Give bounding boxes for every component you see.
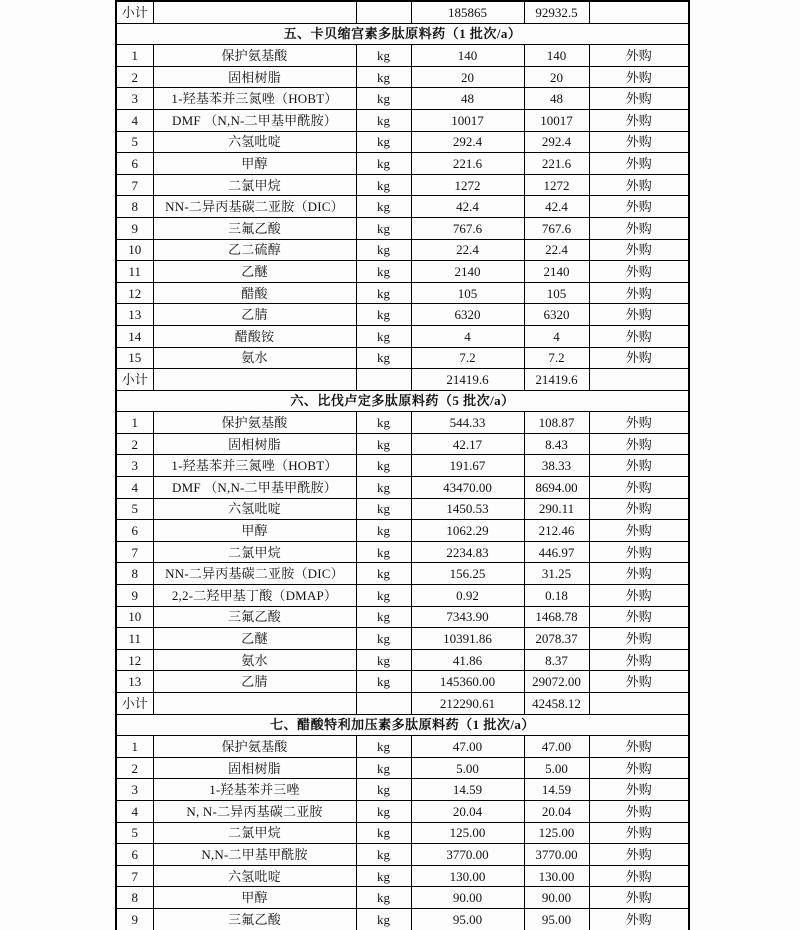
cell-source: 外购 bbox=[589, 498, 689, 520]
material-row bbox=[116, 628, 689, 650]
cell-unit: kg bbox=[356, 455, 411, 477]
cell-source: 外购 bbox=[589, 477, 689, 499]
cell-value-2: 92932.5 bbox=[524, 1, 589, 23]
material-row bbox=[116, 541, 689, 563]
cell-value-2: 3770.00 bbox=[524, 844, 589, 866]
cell-source: 外购 bbox=[589, 779, 689, 801]
cell-source: 外购 bbox=[589, 887, 689, 909]
material-row bbox=[116, 563, 689, 585]
cell-value-2: 5.00 bbox=[524, 757, 589, 779]
cell-index: 12 bbox=[116, 282, 153, 304]
cell-material-name: 三氟乙酸 bbox=[153, 217, 356, 239]
cell-unit: kg bbox=[356, 131, 411, 153]
cell-unit: kg bbox=[356, 325, 411, 347]
cell-unit: kg bbox=[356, 606, 411, 628]
material-row bbox=[116, 585, 689, 607]
cell-unit bbox=[356, 369, 411, 391]
cell-value-2: 0.18 bbox=[524, 585, 589, 607]
cell-material-name: 甲醇 bbox=[153, 520, 356, 542]
cell-value-2: 2140 bbox=[524, 261, 589, 283]
table-body bbox=[116, 1, 689, 930]
cell-value-2: 7.2 bbox=[524, 347, 589, 369]
cell-index: 13 bbox=[116, 671, 153, 693]
cell-source bbox=[589, 369, 689, 391]
cell-index: 1 bbox=[116, 45, 153, 67]
cell-value-1: 156.25 bbox=[411, 563, 524, 585]
cell-source: 外购 bbox=[589, 520, 689, 542]
material-row bbox=[116, 347, 689, 369]
cell-material-name: 醋酸铵 bbox=[153, 325, 356, 347]
cell-value-2: 290.11 bbox=[524, 498, 589, 520]
cell-index: 6 bbox=[116, 844, 153, 866]
cell-unit: kg bbox=[356, 779, 411, 801]
cell-value-2: 767.6 bbox=[524, 217, 589, 239]
material-row bbox=[116, 239, 689, 261]
cell-material-name: 保护氨基酸 bbox=[153, 736, 356, 758]
cell-value-1: 105 bbox=[411, 282, 524, 304]
cell-unit: kg bbox=[356, 66, 411, 88]
material-row bbox=[116, 66, 689, 88]
cell-value-2: 130.00 bbox=[524, 865, 589, 887]
cell-material-name: 固相树脂 bbox=[153, 433, 356, 455]
cell-index: 小计 bbox=[116, 369, 153, 391]
cell-unit: kg bbox=[356, 671, 411, 693]
cell-value-1: 140 bbox=[411, 45, 524, 67]
cell-unit: kg bbox=[356, 153, 411, 175]
cell-value-2: 14.59 bbox=[524, 779, 589, 801]
cell-value-2: 20.04 bbox=[524, 800, 589, 822]
cell-unit: kg bbox=[356, 822, 411, 844]
cell-source: 外购 bbox=[589, 88, 689, 110]
cell-material-name: 保护氨基酸 bbox=[153, 45, 356, 67]
cell-material-name: N,N-二甲基甲酰胺 bbox=[153, 844, 356, 866]
cell-index: 2 bbox=[116, 66, 153, 88]
section-header-row bbox=[116, 23, 689, 45]
cell-value-2: 42.4 bbox=[524, 196, 589, 218]
cell-source: 外购 bbox=[589, 45, 689, 67]
cell-value-1: 191.67 bbox=[411, 455, 524, 477]
cell-unit: kg bbox=[356, 217, 411, 239]
cell-value-1: 125.00 bbox=[411, 822, 524, 844]
cell-index: 1 bbox=[116, 736, 153, 758]
cell-value-1: 95.00 bbox=[411, 908, 524, 930]
cell-material-name: 六氢吡啶 bbox=[153, 865, 356, 887]
cell-value-1: 20.04 bbox=[411, 800, 524, 822]
cell-value-2: 21419.6 bbox=[524, 369, 589, 391]
cell-value-1: 767.6 bbox=[411, 217, 524, 239]
cell-unit: kg bbox=[356, 844, 411, 866]
cell-unit: kg bbox=[356, 433, 411, 455]
cell-value-1: 1062.29 bbox=[411, 520, 524, 542]
material-row bbox=[116, 45, 689, 67]
material-row bbox=[116, 217, 689, 239]
cell-value-1: 7343.90 bbox=[411, 606, 524, 628]
cell-source: 外购 bbox=[589, 844, 689, 866]
cell-source: 外购 bbox=[589, 153, 689, 175]
cell-index: 8 bbox=[116, 196, 153, 218]
cell-material-name: 氨水 bbox=[153, 347, 356, 369]
cell-material-name: 固相树脂 bbox=[153, 757, 356, 779]
cell-value-2: 42458.12 bbox=[524, 693, 589, 715]
material-row bbox=[116, 88, 689, 110]
cell-index: 5 bbox=[116, 131, 153, 153]
cell-unit: kg bbox=[356, 649, 411, 671]
subtotal-row bbox=[116, 369, 689, 391]
cell-source: 外购 bbox=[589, 671, 689, 693]
raw-materials-table bbox=[115, 0, 690, 930]
cell-index: 7 bbox=[116, 174, 153, 196]
cell-source: 外购 bbox=[589, 822, 689, 844]
material-row bbox=[116, 282, 689, 304]
subtotal-row bbox=[116, 1, 689, 23]
cell-value-2: 6320 bbox=[524, 304, 589, 326]
cell-index: 小计 bbox=[116, 693, 153, 715]
cell-index: 1 bbox=[116, 412, 153, 434]
cell-value-2: 22.4 bbox=[524, 239, 589, 261]
cell-value-1: 221.6 bbox=[411, 153, 524, 175]
cell-material-name: DMF （N,N-二甲基甲酰胺） bbox=[153, 109, 356, 131]
cell-index: 4 bbox=[116, 800, 153, 822]
cell-unit: kg bbox=[356, 88, 411, 110]
cell-value-1: 145360.00 bbox=[411, 671, 524, 693]
material-row bbox=[116, 109, 689, 131]
material-row bbox=[116, 153, 689, 175]
cell-source: 外购 bbox=[589, 433, 689, 455]
cell-source: 外购 bbox=[589, 800, 689, 822]
cell-material-name: 二氯甲烷 bbox=[153, 822, 356, 844]
cell-value-1: 14.59 bbox=[411, 779, 524, 801]
cell-value-2: 292.4 bbox=[524, 131, 589, 153]
cell-material-name: 三氟乙酸 bbox=[153, 908, 356, 930]
cell-material-name: 六氢吡啶 bbox=[153, 498, 356, 520]
cell-value-2: 10017 bbox=[524, 109, 589, 131]
cell-material-name bbox=[153, 369, 356, 391]
cell-value-1: 42.17 bbox=[411, 433, 524, 455]
cell-material-name: 二氯甲烷 bbox=[153, 174, 356, 196]
cell-value-1: 0.92 bbox=[411, 585, 524, 607]
cell-index: 12 bbox=[116, 649, 153, 671]
material-row bbox=[116, 131, 689, 153]
material-row bbox=[116, 325, 689, 347]
cell-source: 外购 bbox=[589, 66, 689, 88]
cell-index: 7 bbox=[116, 865, 153, 887]
cell-index: 8 bbox=[116, 563, 153, 585]
cell-source: 外购 bbox=[589, 649, 689, 671]
cell-index: 3 bbox=[116, 88, 153, 110]
cell-source: 外购 bbox=[589, 585, 689, 607]
cell-source: 外购 bbox=[589, 217, 689, 239]
cell-source: 外购 bbox=[589, 196, 689, 218]
cell-material-name: 乙醚 bbox=[153, 628, 356, 650]
cell-value-1: 544.33 bbox=[411, 412, 524, 434]
cell-value-1: 41.86 bbox=[411, 649, 524, 671]
cell-material-name: 乙醚 bbox=[153, 261, 356, 283]
cell-unit: kg bbox=[356, 347, 411, 369]
cell-source: 外购 bbox=[589, 736, 689, 758]
material-row bbox=[116, 477, 689, 499]
cell-material-name bbox=[153, 1, 356, 23]
material-row bbox=[116, 736, 689, 758]
cell-material-name: 2,2-二羟甲基丁酸（DMAP） bbox=[153, 585, 356, 607]
cell-material-name: 1-羟基苯并三唑 bbox=[153, 779, 356, 801]
cell-value-2: 90.00 bbox=[524, 887, 589, 909]
material-row bbox=[116, 498, 689, 520]
material-row bbox=[116, 908, 689, 930]
cell-index: 15 bbox=[116, 347, 153, 369]
cell-value-1: 2140 bbox=[411, 261, 524, 283]
cell-value-2: 29072.00 bbox=[524, 671, 589, 693]
cell-value-2: 108.87 bbox=[524, 412, 589, 434]
cell-index: 3 bbox=[116, 779, 153, 801]
cell-index: 2 bbox=[116, 433, 153, 455]
cell-value-1: 3770.00 bbox=[411, 844, 524, 866]
cell-source: 外购 bbox=[589, 606, 689, 628]
cell-source: 外购 bbox=[589, 261, 689, 283]
cell-index: 7 bbox=[116, 541, 153, 563]
cell-value-1: 42.4 bbox=[411, 196, 524, 218]
cell-value-2: 38.33 bbox=[524, 455, 589, 477]
cell-material-name: 甲醇 bbox=[153, 887, 356, 909]
section-header-row bbox=[116, 390, 689, 412]
cell-source: 外购 bbox=[589, 757, 689, 779]
cell-unit: kg bbox=[356, 412, 411, 434]
material-row bbox=[116, 520, 689, 542]
subtotal-row bbox=[116, 693, 689, 715]
cell-value-1: 10017 bbox=[411, 109, 524, 131]
cell-value-1: 212290.61 bbox=[411, 693, 524, 715]
cell-unit: kg bbox=[356, 520, 411, 542]
cell-value-1: 5.00 bbox=[411, 757, 524, 779]
cell-value-2: 1468.78 bbox=[524, 606, 589, 628]
cell-material-name: 氨水 bbox=[153, 649, 356, 671]
cell-index: 14 bbox=[116, 325, 153, 347]
cell-material-name: 六氢吡啶 bbox=[153, 131, 356, 153]
cell-index: 3 bbox=[116, 455, 153, 477]
cell-value-1: 10391.86 bbox=[411, 628, 524, 650]
cell-value-2: 446.97 bbox=[524, 541, 589, 563]
cell-index: 9 bbox=[116, 217, 153, 239]
material-row bbox=[116, 174, 689, 196]
cell-unit: kg bbox=[356, 196, 411, 218]
cell-material-name: 醋酸 bbox=[153, 282, 356, 304]
material-row bbox=[116, 606, 689, 628]
cell-index: 9 bbox=[116, 585, 153, 607]
cell-value-1: 1450.53 bbox=[411, 498, 524, 520]
cell-material-name: 1-羟基苯并三氮唑（HOBT） bbox=[153, 455, 356, 477]
cell-value-2: 1272 bbox=[524, 174, 589, 196]
cell-material-name: 固相树脂 bbox=[153, 66, 356, 88]
cell-material-name: 二氯甲烷 bbox=[153, 541, 356, 563]
cell-index: 2 bbox=[116, 757, 153, 779]
cell-index: 5 bbox=[116, 498, 153, 520]
cell-unit: kg bbox=[356, 261, 411, 283]
cell-unit: kg bbox=[356, 736, 411, 758]
cell-material-name: 1-羟基苯并三氮唑（HOBT） bbox=[153, 88, 356, 110]
cell-unit: kg bbox=[356, 865, 411, 887]
cell-value-1: 185865 bbox=[411, 1, 524, 23]
cell-index: 4 bbox=[116, 477, 153, 499]
material-row bbox=[116, 779, 689, 801]
material-row bbox=[116, 757, 689, 779]
cell-index: 8 bbox=[116, 887, 153, 909]
cell-material-name: N, N-二异丙基碳二亚胺 bbox=[153, 800, 356, 822]
cell-material-name: 三氟乙酸 bbox=[153, 606, 356, 628]
cell-source bbox=[589, 1, 689, 23]
cell-source: 外购 bbox=[589, 455, 689, 477]
cell-value-2: 20 bbox=[524, 66, 589, 88]
cell-unit: kg bbox=[356, 282, 411, 304]
cell-value-2: 31.25 bbox=[524, 563, 589, 585]
cell-index: 9 bbox=[116, 908, 153, 930]
cell-source: 外购 bbox=[589, 563, 689, 585]
cell-value-2: 8.43 bbox=[524, 433, 589, 455]
cell-value-2: 8694.00 bbox=[524, 477, 589, 499]
cell-value-2: 8.37 bbox=[524, 649, 589, 671]
cell-value-1: 22.4 bbox=[411, 239, 524, 261]
cell-unit: kg bbox=[356, 174, 411, 196]
cell-source: 外购 bbox=[589, 541, 689, 563]
cell-unit: kg bbox=[356, 541, 411, 563]
material-row bbox=[116, 196, 689, 218]
cell-material-name: NN-二异丙基碳二亚胺（DIC） bbox=[153, 196, 356, 218]
cell-value-1: 4 bbox=[411, 325, 524, 347]
cell-value-1: 48 bbox=[411, 88, 524, 110]
cell-source: 外购 bbox=[589, 325, 689, 347]
cell-value-1: 20 bbox=[411, 66, 524, 88]
cell-source: 外购 bbox=[589, 908, 689, 930]
cell-source: 外购 bbox=[589, 109, 689, 131]
cell-unit: kg bbox=[356, 585, 411, 607]
cell-source: 外购 bbox=[589, 174, 689, 196]
cell-value-2: 212.46 bbox=[524, 520, 589, 542]
cell-value-2: 4 bbox=[524, 325, 589, 347]
cell-unit: kg bbox=[356, 239, 411, 261]
cell-source: 外购 bbox=[589, 282, 689, 304]
cell-value-1: 1272 bbox=[411, 174, 524, 196]
cell-value-2: 95.00 bbox=[524, 908, 589, 930]
cell-material-name: 保护氨基酸 bbox=[153, 412, 356, 434]
cell-unit: kg bbox=[356, 109, 411, 131]
cell-index: 10 bbox=[116, 606, 153, 628]
cell-unit: kg bbox=[356, 800, 411, 822]
cell-index: 4 bbox=[116, 109, 153, 131]
cell-material-name: NN-二异丙基碳二亚胺（DIC） bbox=[153, 563, 356, 585]
cell-unit: kg bbox=[356, 628, 411, 650]
cell-value-1: 21419.6 bbox=[411, 369, 524, 391]
material-row bbox=[116, 671, 689, 693]
cell-index: 6 bbox=[116, 520, 153, 542]
cell-value-1: 47.00 bbox=[411, 736, 524, 758]
cell-material-name: 乙腈 bbox=[153, 304, 356, 326]
cell-source: 外购 bbox=[589, 131, 689, 153]
cell-value-2: 221.6 bbox=[524, 153, 589, 175]
material-row bbox=[116, 455, 689, 477]
cell-material-name: 乙二硫醇 bbox=[153, 239, 356, 261]
material-row bbox=[116, 433, 689, 455]
material-row bbox=[116, 261, 689, 283]
cell-value-1: 2234.83 bbox=[411, 541, 524, 563]
cell-source: 外购 bbox=[589, 865, 689, 887]
material-row bbox=[116, 304, 689, 326]
cell-unit bbox=[356, 693, 411, 715]
cell-value-2: 47.00 bbox=[524, 736, 589, 758]
material-row bbox=[116, 412, 689, 434]
cell-value-2: 125.00 bbox=[524, 822, 589, 844]
cell-value-2: 105 bbox=[524, 282, 589, 304]
material-row bbox=[116, 822, 689, 844]
cell-value-2: 2078.37 bbox=[524, 628, 589, 650]
material-row bbox=[116, 649, 689, 671]
cell-material-name: DMF （N,N-二甲基甲酰胺） bbox=[153, 477, 356, 499]
section-title: 五、卡贝缩宫素多肽原料药（1 批次/a） bbox=[116, 23, 689, 45]
cell-unit: kg bbox=[356, 304, 411, 326]
cell-source bbox=[589, 693, 689, 715]
material-row bbox=[116, 844, 689, 866]
cell-unit: kg bbox=[356, 908, 411, 930]
cell-index: 11 bbox=[116, 628, 153, 650]
cell-unit: kg bbox=[356, 45, 411, 67]
cell-material-name: 乙腈 bbox=[153, 671, 356, 693]
cell-index: 10 bbox=[116, 239, 153, 261]
cell-index: 小计 bbox=[116, 1, 153, 23]
material-row bbox=[116, 800, 689, 822]
cell-index: 11 bbox=[116, 261, 153, 283]
cell-source: 外购 bbox=[589, 628, 689, 650]
cell-index: 13 bbox=[116, 304, 153, 326]
cell-unit: kg bbox=[356, 887, 411, 909]
cell-source: 外购 bbox=[589, 347, 689, 369]
cell-value-2: 48 bbox=[524, 88, 589, 110]
cell-source: 外购 bbox=[589, 304, 689, 326]
cell-value-1: 7.2 bbox=[411, 347, 524, 369]
cell-index: 5 bbox=[116, 822, 153, 844]
cell-unit: kg bbox=[356, 563, 411, 585]
section-title: 六、比伐卢定多肽原料药（5 批次/a） bbox=[116, 390, 689, 412]
cell-material-name bbox=[153, 693, 356, 715]
material-row bbox=[116, 865, 689, 887]
cell-value-1: 6320 bbox=[411, 304, 524, 326]
cell-value-1: 90.00 bbox=[411, 887, 524, 909]
cell-index: 6 bbox=[116, 153, 153, 175]
cell-value-2: 140 bbox=[524, 45, 589, 67]
material-row bbox=[116, 887, 689, 909]
cell-unit: kg bbox=[356, 477, 411, 499]
cell-source: 外购 bbox=[589, 239, 689, 261]
cell-value-1: 292.4 bbox=[411, 131, 524, 153]
cell-material-name: 甲醇 bbox=[153, 153, 356, 175]
cell-unit bbox=[356, 1, 411, 23]
cell-unit: kg bbox=[356, 757, 411, 779]
cell-value-1: 130.00 bbox=[411, 865, 524, 887]
section-header-row bbox=[116, 714, 689, 736]
cell-source: 外购 bbox=[589, 412, 689, 434]
cell-value-1: 43470.00 bbox=[411, 477, 524, 499]
cell-unit: kg bbox=[356, 498, 411, 520]
section-title: 七、醋酸特利加压素多肽原料药（1 批次/a） bbox=[116, 714, 689, 736]
